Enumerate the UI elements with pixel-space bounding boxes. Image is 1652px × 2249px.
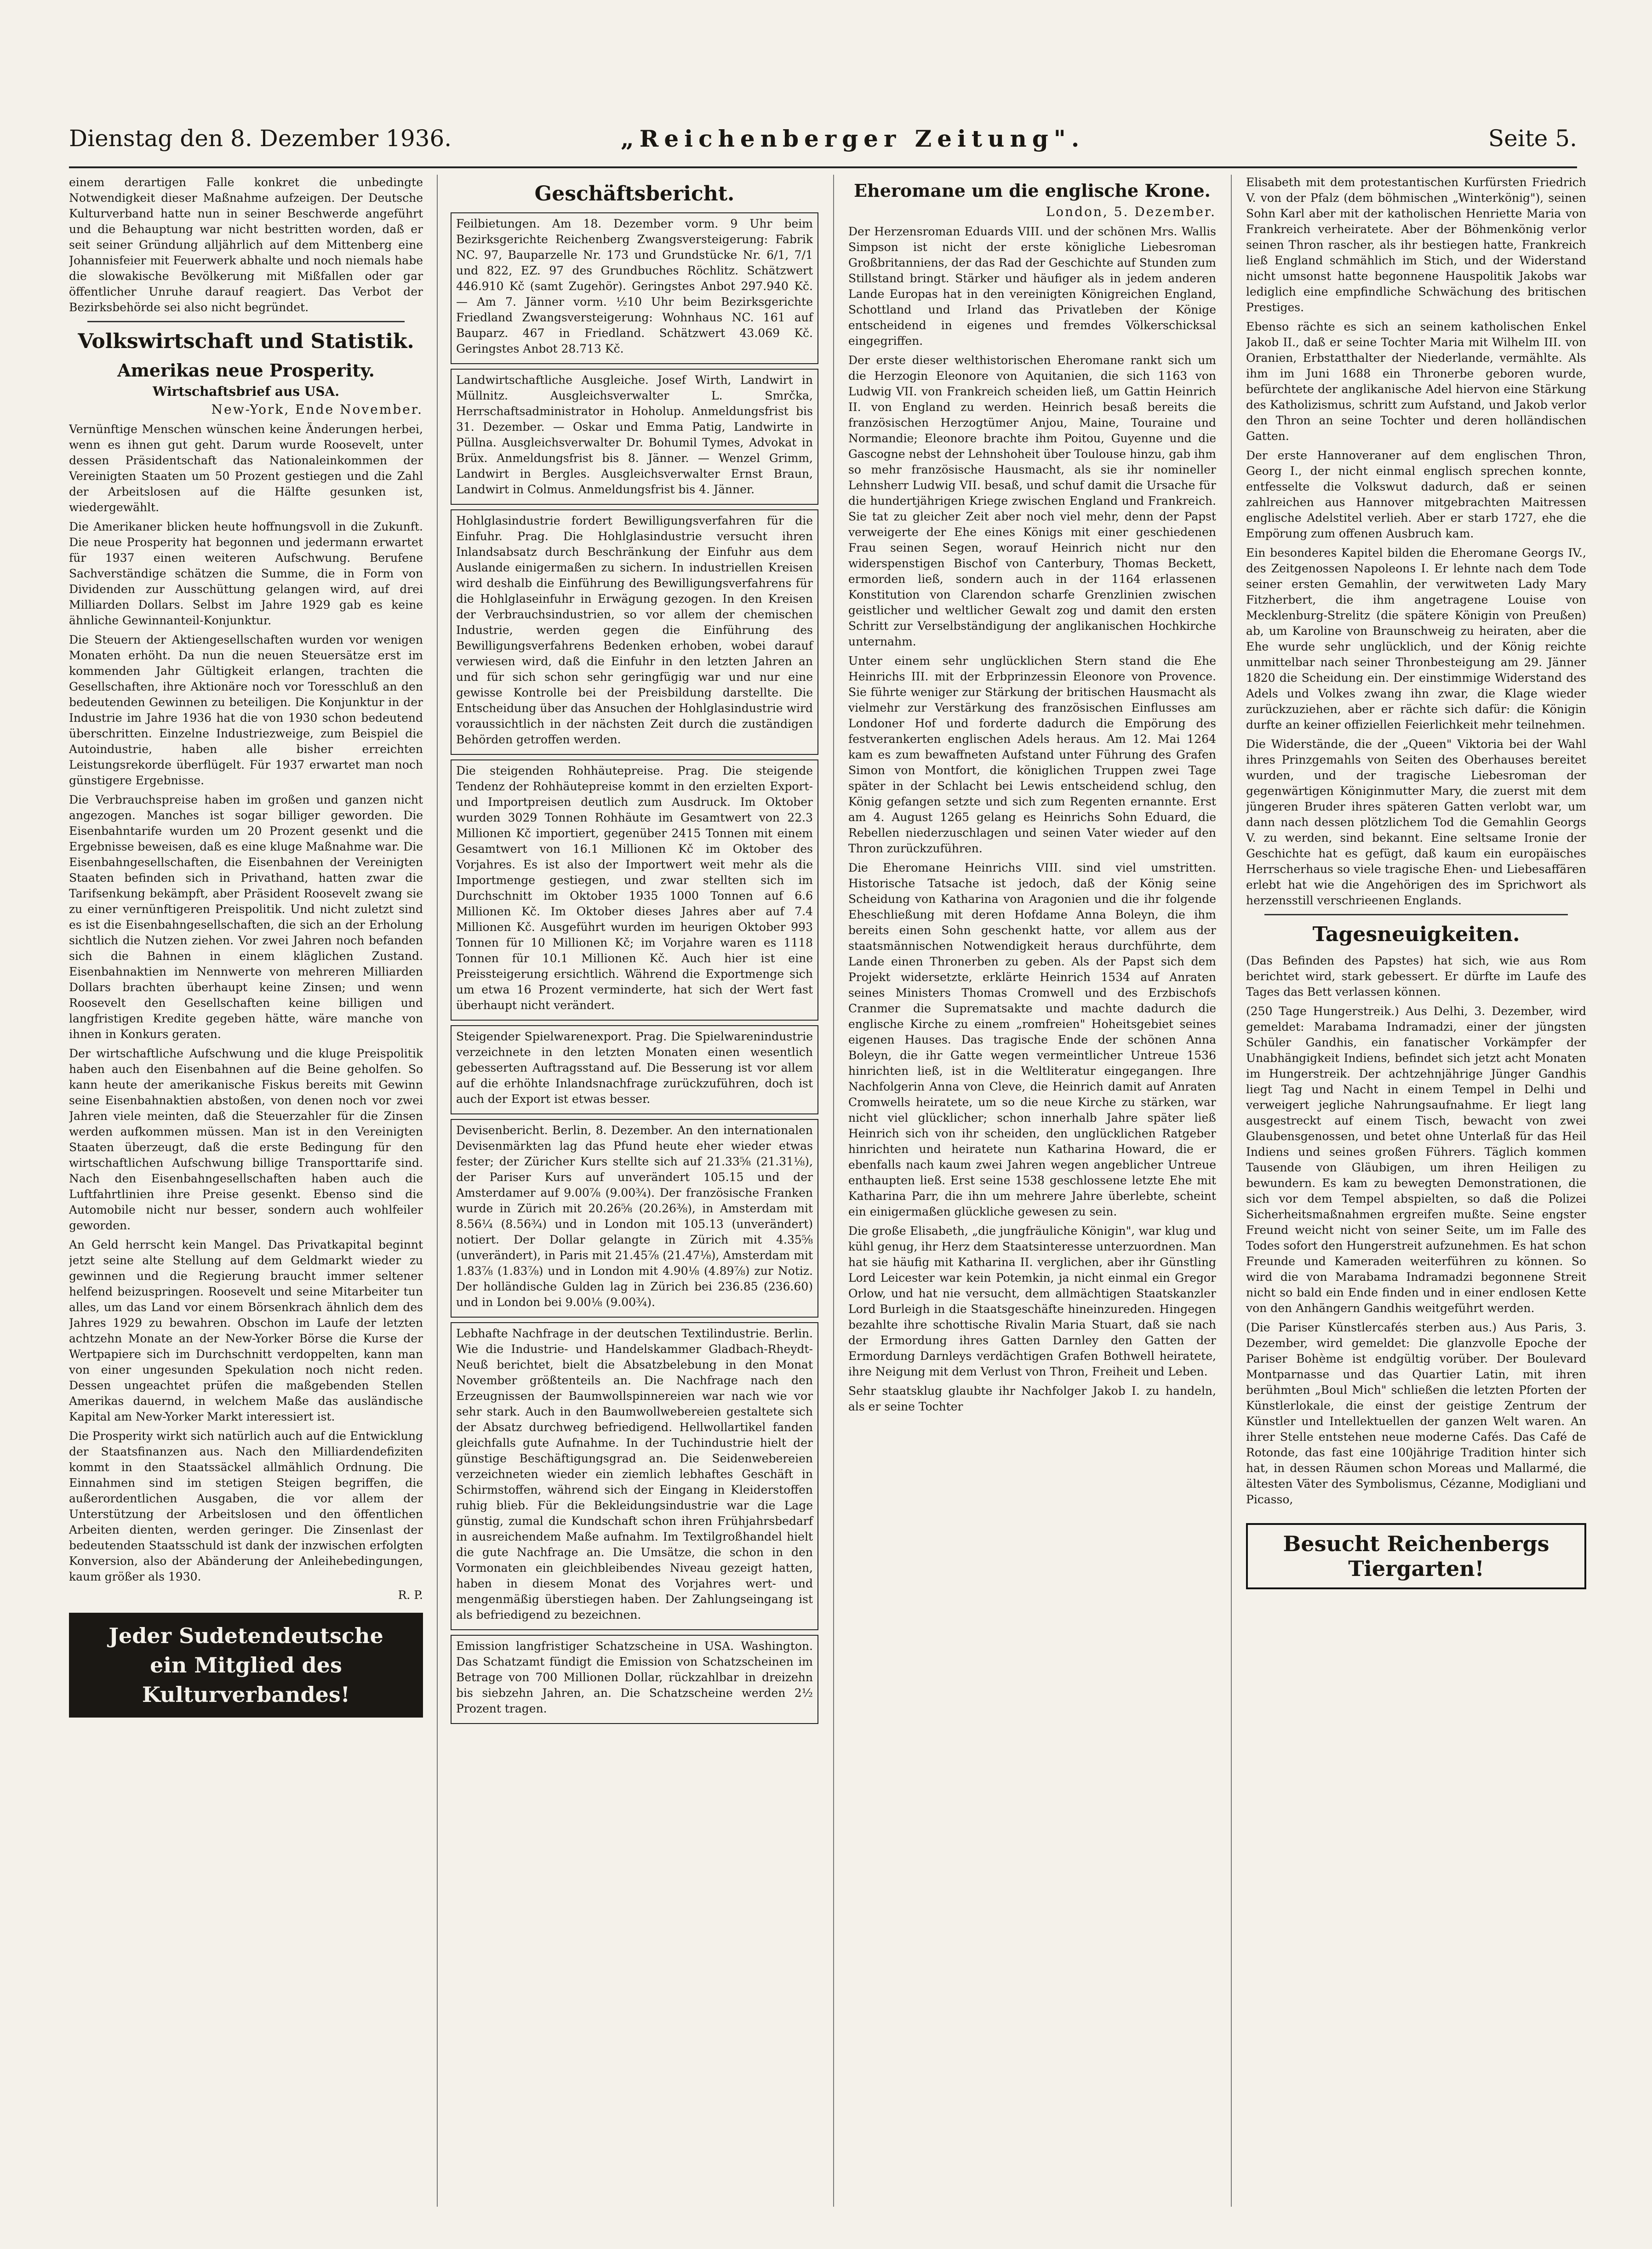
paragraph: Die Amerikaner blicken heute hoffnungsvoll in die Zukunft. Die neue Prosperity hat begonnen und jedermann erwartet für 1937 einen weiteren Aufschwung. Berufene Sachverständige schätzen die Summe, die in Form von Dividenden zur Ausschüttung gelangen wird, auf drei Milliarden Dollars. Selbst im Jahre 1929 gab es keine ähnliche Gewinnanteil-Konjunktur.: [69, 520, 423, 627]
paragraph: Elisabeth mit dem protestantischen Kurfürsten Friedrich V. von der Pfalz (dem böhmischen „Winterkönig"), seinen Sohn Karl aber mit der katholischen Henriette Maria von Frankreich verheiratete. Aber der Böhmenkönig verlor seinen Thron rascher, als ihr bestiegen hatte, Frankreich ließ England schmählich im Stich, und der Widerstand nicht umsonst hatte begonnene Hauspolitik Jakobs war lediglich eine empfindliche Schwächung des britischen Prestiges.: [1246, 176, 1586, 314]
article-subtitle: Wirtschaftsbrief aus USA.: [152, 384, 340, 399]
paragraph: Devisenbericht. Berlin, 8. Dezember. An den internationalen Devisenmärkten lag das Pfund heute eher wieder etwas fester; der Züricher Kurs stellte sich auf 21.33⅝ (21.31⅛), der Pariser Kurs auf unverändert 105.15 und der Amsterdamer auf 9.00⅞ (9.00¾). Der französische Franken wurde in Zürich mit 20.26⅝ (20.26⅜), in Amsterdam mit 8.56¼ (8.56¾) und in London mit 105.13 (unverändert) notiert. Der Dollar gelangte in Zürich mit 4.35⅝ (unverändert), in Paris mit 21.45⅞ (21.47⅛), Amsterdam mit 1.83⅞ (1.83⅞) und in London mit 4.90⅛ (4.89⅞) zur Notiz. Der holländische Gulden lag in Zürich bei 236.85 (236.60) und in London bei 9.00⅛ (9.00¾).: [456, 1124, 813, 1309]
paragraph: Der wirtschaftliche Aufschwung und die kluge Preispolitik haben auch den Eisenbahnen auf die Beine geholfen. So kann heute der amerikanische Fiskus bereits mit Gewinn seine Eisenbahnaktien abstoßen, von denen noch vor zwei Jahren viele meinten, daß die Steuerzahler für die Zinsen werden aufkommen müssen. Man ist in den Vereinigten Staaten überzeugt, daß die erste Bedingung für den wirtschaftlichen Aufschwung billige Transporttarife sind. Nach den Eisenbahngesellschaften haben auch die Luftfahrtlinien ihre Preise gesenkt. Ebenso sind die Automobile nicht nur besser, sondern auch wohlfeiler geworden.: [69, 1047, 423, 1232]
column-1: [69, 175, 423, 2207]
tiergarten-advertisement: [1246, 1523, 1586, 1589]
ad-text: Besucht Reichenbergs Tiergarten!: [1283, 1531, 1549, 1581]
paragraph: An Geld herrscht kein Mangel. Das Privatkapital beginnt jetzt seine alte Stellung auf dem Geldmarkt wieder zu gewinnen und die Regierung braucht immer seltener helfend beizuspringen. Roosevelt und seine Mitarbeiter tun alles, um das Land vor einem Börsenkrach ähnlich dem des Jahres 1929 zu bewahren. Obschon im Laufe der letzten achtzehn Monate an der New-Yorker Börse die Kurse der Wertpapiere sich im Durchschnitt verdoppelten, kann man von einer ungesunden Spekulation noch nicht reden. Dessen ungeachtet prüfen die maßgebenden Stellen Amerikas dauernd, in welchem Maße das ausländische Kapital am New-Yorker Markt interessiert ist.: [69, 1238, 423, 1423]
business-notice: [451, 369, 818, 505]
page-number: Seite 5.: [1488, 125, 1577, 152]
article-title: Eheromane um die englische Krone.: [854, 180, 1211, 201]
paragraph: Sehr staatsklug glaubte ihr Nachfolger Jakob I. zu handeln, als er seine Tochter: [848, 1384, 1216, 1413]
business-notice: [451, 1025, 818, 1114]
paragraph: Der erste dieser welthistorischen Eheromane rankt sich um die Herzogin Eleonore von Aquitanien, die sich 1163 von Ludwig VII. von Frankreich scheiden ließ, um Gattin Heinrich II. von England zu werden. Heinrich besaß bereits die französischen Herzogtümer Anjou, Maine, Touraine und Normandie; Eleonore brachte ihm Poitou, Guyenne und die Gascogne nebst der Lehnshoheit über Toulouse hinzu, gab ihm so mehr französische Hausmacht, als sie ihr nomineller Lehnsherr Ludwig VII. besaß, und schuf damit die Ursache für die hundertjährigen Kriege zwischen England und Frankreich. Sie tat zu gleicher Zeit aber noch viel mehr, denn der Papst verweigerte der Ehe eines Königs mit einer geschiedenen Frau seinen Segen, worauf Heinrich nicht nur den widerspenstigen Bischof von Canterbury, Thomas Beckett, ermorden ließ, sondern auch in der 1164 erlassenen Konstitution von Clarendon scharfe Grenzlinien zwischen geistlicher und weltlicher Gewalt zog und damit den ersten Schritt zur Verselbständigung der anglikanischen Hochkirche unternahm.: [848, 354, 1216, 648]
dateline: New-York, Ende November.: [211, 402, 423, 417]
paragraph: Die steigenden Rohhäutepreise. Prag. Die steigende Tendenz der Rohhäutepreise kommt in den erzielten Export- und Importpreisen deutlich zum Ausdruck. Im Oktober wurden 3029 Tonnen Rohhäute im Gesamtwert von 22.3 Millionen Kč importiert, gegenüber 2415 Tonnen mit einem Gesamtwert von 16.1 Millionen Kč im Oktober des Vorjahres. Es ist also der Importwert weit mehr als die Importmenge gestiegen, und zwar stellten sich im Durchschnitt im Oktober 1935 1000 Tonnen auf 6.6 Millionen Kč. Im Oktober dieses Jahres aber auf 7.4 Millionen Kč. Ausgeführt wurden im heurigen Oktober 993 Tonnen für 10 Millionen Kč; im Vorjahre waren es 1118 Tonnen für 10.1 Millionen Kč. Auch hier ist eine Preissteigerung ersichtlich. Während die Exportmenge sich um etwa 16 Prozent verminderte, hat sich der Wert fast überhaupt nicht verändert.: [456, 764, 813, 1012]
page-header: [69, 120, 1577, 162]
column-4: [1246, 175, 1586, 2207]
ad-line: Jeder Sudetendeutsche: [109, 1623, 383, 1648]
business-notice: [451, 1322, 818, 1630]
paragraph: Die Eheromane Heinrichs VIII. sind viel umstritten. Historische Tatsache ist jedoch, daß der König seine Scheidung von Katharina von Aragonien und die ihr folgende Eheschließung mit deren Hofdame Anna Boleyn, die ihm bereits einen Sohn geschenkt hatte, vor allem aus der staatsmännischen Notwendigkeit heraus durchführte, dem Lande einen Thronerben zu geben. Als der Papst sich dem Projekt widersetzte, erklärte Heinrich 1534 auf Anraten seines Ministers Thomas Cromwell und des Erzbischofs Cranmer die Suprematsakte und machte dadurch die englische Kirche zu einem „romfreien" Hoheitsgebiet seines eigenen Hauses. Das tragische Ende der schönen Anna Boleyn, die ihr Gatte wegen vermeintlicher Untreue 1536 hinrichten ließ, ist in die Weltliteratur eingegangen. Ihre Nachfolgerin Anna von Cleve, die Heinrich damit auf Anraten Cromwells heiratete, um so die neue Kirche zu stärken, war nicht viel glücklicher; schon innerhalb Jahre später ließ Heinrich sich von ihr scheiden, den unglücklichen Ratgeber hinrichten und heiratete nun Katharina Howard, die er ebenfalls nach kaum zwei Jahren wegen angeblicher Untreue enthaupten ließ. Erst seine 1538 geschlossene letzte Ehe mit Katharina Parr, die ihn um mehrere Jahre überlebte, scheint ein einigermaßen glückliche gewesen zu sein.: [848, 861, 1216, 1218]
business-notice: [451, 212, 818, 364]
column-2: [451, 175, 818, 2207]
header-rule: [69, 166, 1577, 168]
paragraph: Landwirtschaftliche Ausgleiche. Josef Wirth, Landwirt in Müllnitz. Ausgleichsverwalter L. Smrčka, Herrschaftsadministrator in Hoholup. Anmeldungsfrist bis 31. Dezember. — Oskar und Emma Patig, Landwirte in Püllna. Ausgleichsverwalter Dr. Bohumil Tymes, Advokat in Brüx. Anmeldungsfrist bis 8. Jänner. — Wenzel Grimm, Landwirt in Bergles. Ausgleichsverwalter Ernst Braun, Landwirt in Colmus. Anmeldungsfrist bis 4. Jänner.: [456, 373, 813, 496]
news-item: (Die Pariser Künstlercafés sterben aus.) Aus Paris, 3. Dezember, wird gemeldet: Die glanzvolle Epoche der Pariser Bohème ist endgültig vorüber. Der Boulevard Montparnasse und das Quartier Latin, mit ihren berühmten „Boul Mich" schließen die letzten Pforten der Künstlerlokale, die einst der geistige Zentrum der Künstler und Intellektuellen der ganzen Welt waren. An ihrer Stelle entstehen neue moderne Cafés. Das Café de Rotonde, das fast eine 100jährige Tradition hinter sich hat, in dessen Räumen schon Moreas und Mallarmé, die ältesten Väter des Symbolismus, Cézanne, Modigliani und Picasso,: [1246, 1321, 1586, 1506]
business-notice: [451, 1635, 818, 1724]
paragraph: Feilbietungen. Am 18. Dezember vorm. 9 Uhr beim Bezirksgerichte Reichenberg Zwangsversteigerung: Fabrik NC. 97, Bauparzelle Nr. 173 und Grundstücke Nr. 6/1, 7/1 und 822, EZ. 97 des Grundbuches Röchlitz. Schätzwert 446.910 Kč (samt Zugehör). Geringstes Anbot 297.940 Kč. — Am 7. Jänner vorm. ½10 Uhr beim Bezirksgerichte Friedland Zwangsversteigerung: Wohnhaus NC. 161 auf Bauparz. 467 in Friedland. Schätzwert 43.069 Kč. Geringstes Anbot 28.713 Kč.: [456, 217, 813, 355]
paragraph: Die Widerstände, die der „Queen" Viktoria bei der Wahl ihres Prinzgemahls von Seiten des Oberhauses bereitet wurden, und der tragische Liebesroman der gegenwärtigen Königinmutter Mary, die zuerst mit dem jüngeren Bruder ihres späteren Gatten verlobt war, um dann nach dessen plötzlichem Tod die Gemahlin Georgs V. zu werden, sind bekannt. Eine seltsame Ironie der Geschichte hat es gefügt, daß kaum ein europäisches Herrscherhaus so viele tragische Ehen- und Liebesaffären erlebt hat wie die Angehörigen des im Sprichwort als herzensstill verschrieenen Englands.: [1246, 737, 1586, 907]
business-notice: [451, 1119, 818, 1318]
column-divider: [833, 175, 834, 2207]
column-divider: [437, 175, 438, 2207]
section-rule: [1264, 914, 1568, 915]
paragraph: Die Verbrauchspreise haben im großen und ganzen nicht angezogen. Manches ist sogar billiger geworden. Die Eisenbahntarife wurden um 20 Prozent gesenkt und die Ergebnisse beweisen, daß es eine kluge Maßnahme war. Die Eisenbahngesellschaften, die Eisenbahnen der Vereinigten Staaten befinden sich in Privathand, hatten zwar die Tarifsenkung bekämpft, aber Präsident Roosevelt zwang sie zu einer vernünftigeren Preispolitik. Und nicht zuletzt sind es ist die Eisenbahngesellschaften, die sich an der Erholung sichtlich die Nutzen ziehen. Vor zwei Jahren noch befanden sich die Bahnen in einem kläglichen Zustand. Eisenbahnaktien im Nennwerte von mehreren Milliarden Dollars brachten überhaupt keine Zinsen; und wenn Roosevelt den Gesellschaften keine billigen und langfristigen Kredite gegeben hätte, wäre manche von ihnen in Konkurs geraten.: [69, 793, 423, 1041]
paragraph: Steigender Spielwarenexport. Prag. Die Spielwarenindustrie verzeichnete in den letzten Monaten einen wesentlich gebesserten Auftragsstand auf. Die Besserung ist vor allem auf die erhöhte Inlandsnachfrage zurückzuführen, doch ist auch der Export ist etwas besser.: [456, 1030, 813, 1106]
section-title: Tagesneuigkeiten.: [1312, 923, 1520, 946]
kulturverband-advertisement: [69, 1613, 423, 1718]
paragraph: Hohlglasindustrie fordert Bewilligungsverfahren für die Einfuhr. Prag. Die Hohlglasindustrie versucht ihren Inlandsabsatz durch Beschränkung der Einfuhr aus dem Auslande einigermaßen zu sichern. In industriellen Kreisen wird deshalb die Einführung des Bewilligungsverfahrens für die Hohlglaseinfuhr in Erwägung gezogen. In den Kreisen der Verbrauchsindustrien, so vor allem der chemischen Industrie, werden gegen die Einführung des Bewilligungsverfahrens Bedenken erhoben, wobei darauf verwiesen wird, daß die Einfuhr in den letzten Jahren an und für sich schon sehr geringfügig war und nur eine gewisse Kontrolle bei der Preisbildung darstellte. Die Entscheidung über das Ansuchen der Hohlglasindustrie wird voraussichtlich in der nächsten Zeit durch die zuständigen Behörden getroffen werden.: [456, 514, 813, 746]
ad-line: ein Mitglied des Kulturverbandes!: [142, 1653, 350, 1707]
dateline: London, 5. Dezember.: [1046, 204, 1216, 219]
paragraph: Unter einem sehr unglücklichen Stern stand die Ehe Heinrichs III. mit der Erbprinzessin Eleonore von Provence. Sie führte weniger zur Stärkung der britischen Hausmacht als vielmehr zur Verstärkung des französischen Einflusses am Londoner Hof und forderte dadurch die Empörung des festverankerten englischen Adels heraus. Am 12. Mai 1264 kam es zum bewaffneten Aufstand unter Führung des Grafen Simon von Montfort, die königlichen Truppen zwei Tage später in der Schlacht bei Lewis entscheidend schlug, den König gefangen setzte und sich zum Regenten ernannte. Erst am 4. August 1265 gelang es Heinrichs Sohn Eduard, die Rebellen niederzuschlagen und seinen Vater wieder auf den Thron zurückzuführen.: [848, 654, 1216, 855]
paragraph: Die große Elisabeth, „die jungfräuliche Königin", war klug und kühl genug, ihr Herz dem Staatsinteresse unterzuordnen. Man hat sie häufig mit Katharina II. verglichen, aber ihr Günstling Lord Leicester war kein Potemkin, ja nicht einmal ein Gregor Orlow, und hat nie versucht, dem allmächtigen Staatskanzler Lord Burleigh in die Staatsgeschäfte hineinzureden. Hingegen bezahlte ihre schottische Rivalin Maria Stuart, daß sie nach der Ermordung ihres Gatten Darnley den Gatten der Ermordung Darnleys verdächtigen Grafen Bothwell heiratete, ihre Neigung mit dem Verlust von Thron, Freiheit und Leben.: [848, 1224, 1216, 1378]
paragraph: Vernünftige Menschen wünschen keine Änderungen herbei, wenn es ihnen gut geht. Darum wurde Roosevelt, unter dessen Präsidentschaft das Nationaleinkommen der Vereinigten Staaten um 50 Prozent gestiegen und die Zahl der Arbeitslosen auf die Hälfte gesunken ist, wiedergewählt.: [69, 422, 423, 514]
paragraph: Ebenso rächte es sich an seinem katholischen Enkel Jakob II., daß er seine Tochter Maria mit Wilhelm III. von Oranien, Erbstatthalter der Niederlande, vermählte. Als ihm im Juni 1688 ein Thronerbe geboren wurde, befürchtete der anglikanische Adel hiervon eine Stärkung des Katholizismus, schritt zum Aufstand, und Jakob verlor den Thron an seine Tochter und deren holländischen Gatten.: [1246, 320, 1586, 443]
business-notice: [451, 509, 818, 755]
column-divider: [1231, 175, 1232, 2207]
paragraph: Die Steuern der Aktiengesellschaften wurden vor wenigen Monaten erhöht. Da nun die neuen Steuersätze erst im kommenden Jahr Gültigkeit erlangen, trachten die Gesellschaften, ihre Aktionäre noch vor Toresschluß an den bedeutenden Gewinnen zu beteiligen. Die Konjunktur in der Industrie im Jahre 1936 hat die von 1930 schon bedeutend überschritten. Einzelne Industriezweige, zum Beispiel die Autoindustrie, haben alle bisher erreichten Leistungsrekorde überflügelt. Für 1937 erwartet man noch günstigere Ergebnisse.: [69, 633, 423, 787]
section-title: Volkswirtschaft und Statistik.: [78, 330, 414, 353]
paragraph: Lebhafte Nachfrage in der deutschen Textilindustrie. Berlin. Wie die Industrie- und Handelskammer Gladbach-Rheydt-Neuß berichtet, bielt die Absatzbelebung in den Monat November größtenteils an. Die Nachfrage nach den Erzeugnissen der Baumwollspinnereien war nach wie vor sehr stark. Auch in den Baumwollwebereien gestaltete sich der Absatz durchweg befriedigend. Hellwollartikel fanden gleichfalls gute Aufnahme. In der Tuchindustrie hielt der günstige Beschäftigungsgrad an. Die Seidenwebereien verzeichneten wieder ein ziemlich lebhaftes Geschäft in Schirmstoffen, während sich der Eingang in Kleiderstoffen ruhig blieb. Für die Bekleidungsindustrie war die Lage günstig, zumal die Kundschaft schon ihren Frühjahrsbedarf in ausreichendem Maße aufnahm. Im Textilgroßhandel hielt die gute Nachfrage an. Die Umsätze, die schon in den Vormonaten ein gleichbleibendes Niveau gezeigt hatten, haben in diesem Monat des Vorjahres wert- und mengenmäßig überstiegen haben. Der Zahlungseingang ist als befriedigend zu bezeichnen.: [456, 1327, 813, 1621]
newspaper-title: „Reichenberger Zeitung".: [621, 125, 1085, 152]
author-signature: R. P.: [398, 1588, 423, 1602]
article-title: Amerikas neue Prosperity.: [117, 360, 375, 381]
section-rule: [87, 321, 405, 322]
article-continuation: einem derartigen Falle konkret die unbedingte Notwendigkeit dieser Maßnahme aufzeigen. Der Deutsche Kulturverband hatte nun in seiner Beschwerde angeführt und die Behauptung war nicht bestritten worden, daß er seit seiner Gründung alljährlich auf dem Mittenberg eine Johannisfeier mit Feuerwerk abhalte und noch niemals habe die slowakische Bevölkerung mit Mißfallen oder gar öffentlicher Unruhe darauf reagiert. Das Verbot der Bezirksbehörde sei also nicht begründet.: [69, 176, 423, 314]
paragraph: Emission langfristiger Schatzscheine in USA. Washington. Das Schatzamt fündigt die Emission von Schatzscheinen im Betrage von 700 Millionen Dollar, rückzahlbar in dreizehn bis siebzehn Jahren, an. Die Schatzscheine werden 2½ Prozent tragen.: [456, 1639, 813, 1715]
paragraph: Ein besonderes Kapitel bilden die Eheromane Georgs IV., des Zeitgenossen Napoleons I. Er lehnte nach dem Tode seiner ersten Gemahlin, der verwitweten Lady Mary Fitzherbert, die ihm angetragene Louise von Mecklenburg-Strelitz (die spätere Königin von Preußen) ab, um Karoline von Braunschweig zu heiraten, aber die Ehe wurde sehr unglücklich, und der König reichte unmittelbar nach seiner Thronbesteigung am 29. Jänner 1820 die Scheidung ein. Der einstimmige Widerstand des Adels und Volkes zwang ihn zwar, die Klage wieder zurückzuziehen, aber er rächte sich dafür: die Königin durfte an keiner offiziellen Feierlichkeit mehr teilnehmen.: [1246, 546, 1586, 731]
business-notice: [451, 759, 818, 1021]
news-item: (250 Tage Hungerstreik.) Aus Delhi, 3. Dezember, wird gemeldet: Marabama Indramadzi, einer der jüngsten Schüler Gandhis, ein fanatischer Vorkämpfer der Unabhängigkeit Indiens, befindet sich jetzt acht Monaten im Hungerstreik. Der achtzehnjährige Jünger Gandhis liegt Tag und Nacht in einem Tempel in Delhi und verweigert jegliche Nahrungsaufnahme. Er liegt lang ausgestreckt auf einem Tisch, bewacht von zwei Glaubensgenossen, und betet ohne Unterlaß für das Heil Indiens und seines großen Führers. Täglich kommen Tausende von Gläubigen, um ihren Heiligen zu bewundern. Es kam zu bewegten Demonstrationen, die sich vor dem Tempel abspielten, so daß die Polizei Sicherheitsmaßnahmen ergreifen mußte. Seine engster Freund weicht nicht von seiner Seite, um im Falle des Todes sofort den Hungerstreit aufzunehmen. Es hat schon Freunde und Kameraden weiterführen zu können. So wird die von Marabama Indramadzi begonnene Streit nicht so bald ein Ende finden und in einer endlosen Kette von den Anhängern Gandhis weitgeführt werden.: [1246, 1005, 1586, 1315]
section-title: Geschäftsbericht.: [534, 182, 735, 205]
column-3: [848, 175, 1216, 2207]
issue-date: Dienstag den 8. Dezember 1936.: [69, 125, 452, 152]
paragraph: Die Prosperity wirkt sich natürlich auch auf die Entwicklung der Staatsfinanzen aus. Nach den Milliardendefiziten kommt in den Staatssäckel allmählich Ordnung. Die Einnahmen sind im stetigen Steigen begriffen, die außerordentlichen Ausgaben, die vor allem der Unterstützung der Arbeitslosen und den öffentlichen Arbeiten dienten, werden geringer. Die Zinsenlast der bedeutenden Staatsschuld ist dank der inzwischen erfolgten Konversion, also der Abänderung der Anleihebedingungen, kaum größer als 1930.: [69, 1429, 423, 1583]
paragraph: Der erste Hannoveraner auf dem englischen Thron, Georg I., der nicht einmal englisch sprechen konnte, entfesselte die Volkswut dadurch, daß er seinen zahlreichen aus Hannover mitgebrachten Maitressen englische Adelstitel verlieh. Aber er starb 1727, ehe die Empörung zum offenen Ausbruch kam.: [1246, 449, 1586, 540]
news-item: (Das Befinden des Papstes) hat sich, wie aus Rom berichtet wird, stark gebessert. Er dürfte im Laufe des Tages das Bett verlassen können.: [1246, 954, 1586, 999]
paragraph: Der Herzensroman Eduards VIII. und der schönen Mrs. Wallis Simpson ist nicht der erste königliche Liebesroman Großbritanniens, der das Rad der Geschichte auf Stunden zum Stillstand bringt. Stärker und häufiger als in jedem anderen Lande Europas hat in den vereinigten Königreichen England, Schottland und Irland das Privatleben der Könige entscheidend in eigenes und fremdes Völkerschicksal eingegriffen.: [848, 225, 1216, 348]
